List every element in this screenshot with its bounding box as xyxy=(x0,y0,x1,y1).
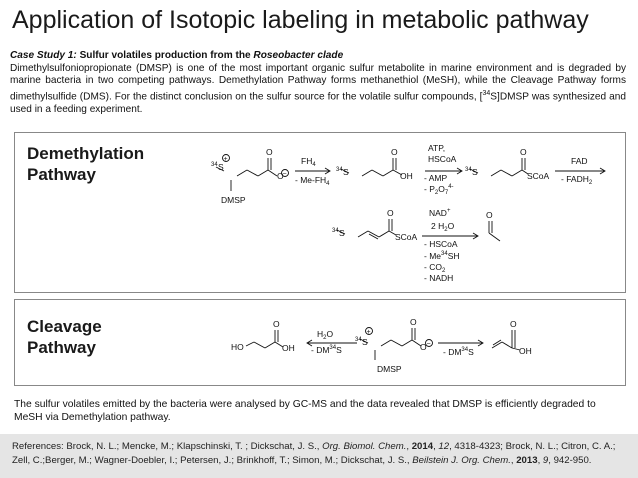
thioester-carbonyl-o: O xyxy=(520,147,527,157)
bond xyxy=(268,170,277,176)
thioester-scoa: SCoA xyxy=(527,171,550,181)
bond xyxy=(372,170,383,176)
ref1-journal: Org. Biomol. Chem. xyxy=(322,441,407,452)
demethylation-scheme xyxy=(15,133,625,292)
step2-loss-pyrophosphate: - $P_2O_7^{4-}$ xyxy=(424,184,454,196)
step4-loss-mesh: - Me$^{34}$SH xyxy=(424,251,460,261)
ref1-authors: References: Brock, N. L.; Mencke, M.; Klapschinski, T. ; Dickschat, J. S., xyxy=(12,441,323,452)
case-study-text xyxy=(10,50,626,116)
dmsp-2-minus: − xyxy=(426,341,431,348)
cleavage-panel xyxy=(14,299,626,386)
case-study-paragraph xyxy=(10,63,626,117)
dmsp-2-carbonyl-o: O xyxy=(410,317,417,327)
dmsp-1-sulfur: S xyxy=(218,162,224,172)
forward-loss-dms: - DM$^{34}$S xyxy=(443,347,474,357)
bond xyxy=(491,170,501,176)
ref1-volume: 12 xyxy=(438,441,450,452)
bond xyxy=(362,170,372,176)
dmsp-1-minus: − xyxy=(282,171,287,178)
step2-reagent-hscoa: HSCoA xyxy=(428,154,457,164)
bond xyxy=(489,233,500,241)
mtpa-carbonyl-o: O xyxy=(391,147,398,157)
ref2-pages: , 942-950. xyxy=(548,455,592,466)
cleavage-scheme xyxy=(15,300,625,385)
slide-title: Application of Isotopic labeling in metabolic pathway xyxy=(12,6,589,34)
reverse-loss-dms: - DM$^{34}$S xyxy=(311,345,342,355)
hpa-acid-oh: OH xyxy=(282,343,295,353)
bond xyxy=(237,170,247,176)
bond xyxy=(391,340,402,346)
bond xyxy=(258,170,268,176)
acetaldehyde-o: O xyxy=(486,210,493,220)
bond xyxy=(383,170,393,176)
bond xyxy=(369,234,378,239)
ref2-journal: Beilstein J. Org. Chem. xyxy=(412,455,511,466)
ref1-pages: , 4318-4323; Brock, N. L.; Citron, C. A.; Zell, C.;Berger, M.; Wagner-Doebler, I.; Petersen, J.; Brinkhoff, T.; Simon, M.; Dickschat, J. S., xyxy=(12,441,616,466)
dmsp-2-label: DMSP xyxy=(377,364,402,374)
bond xyxy=(246,342,254,346)
cleavage-label: Cleavage Pathway xyxy=(27,317,102,357)
paragraph-part-2: S]DMSP was synthesized and used in a feeding experiment. xyxy=(10,91,626,115)
step2-loss-amp: - AMP xyxy=(424,173,448,183)
acrylic-hydroxyl: OH xyxy=(519,346,532,356)
step4-reagent-nad: NAD+ xyxy=(429,208,451,218)
step4-reagent-water: 2 $H_2O$ xyxy=(431,221,455,233)
acrylyl-sulfur: S xyxy=(339,228,345,238)
case-study-heading-text: Sulfur volatiles production from the xyxy=(76,50,254,61)
summary-text: The sulfur volatiles emitted by the bacteria were analysed by GC-MS and the data revealed that DMSP is efficiently degraded to MeSH via Demethylation pathway. xyxy=(14,399,596,423)
references xyxy=(0,434,638,478)
bond xyxy=(493,340,501,345)
demethylation-label: Demethylation Pathway xyxy=(27,144,145,184)
mtpa-hydroxyl: OH xyxy=(400,171,413,181)
bond xyxy=(379,231,389,237)
dmsp-1-oxide-o: O xyxy=(277,171,284,181)
step2-reagent-atp: ATP, xyxy=(428,143,446,153)
acrylyl-isotope: 34 xyxy=(332,228,339,234)
paragraph-part-1: Dimethylsulfoniopropionate (DMSP) is one of the most important organic sulfur metabolite in marine environment and is degraded by marine bacteria in two competing pathways. Demethylation Pathway forms methanethiol (MeSH), while the Cleavage Pathway forms dimethylsulfide (DMS). For the distinct conclusion on the sulfur source for the volatile sulfur compounds, [ xyxy=(10,62,626,103)
bond xyxy=(512,170,522,176)
case-study-heading xyxy=(10,50,626,63)
step1-loss: - $Me-FH_4$ xyxy=(295,175,330,187)
step3-reagent: FAD xyxy=(571,156,588,166)
isotope-superscript: 34 xyxy=(482,89,491,97)
hpa-hydroxyl: HO xyxy=(231,342,244,352)
bond xyxy=(501,170,512,176)
dmsp-2-isotope: 34 xyxy=(355,337,362,343)
step1-reagent: $FH_4$ xyxy=(301,156,316,168)
bond xyxy=(402,340,412,346)
thioester-sulfur: S xyxy=(472,167,478,177)
ref1-year: 2014 xyxy=(411,441,434,452)
step4-loss-nadh: - NADH xyxy=(424,273,454,283)
ref2-sep2: , xyxy=(537,455,543,466)
case-study-label: Case Study 1: xyxy=(10,50,77,61)
ref1-sep2: , xyxy=(433,441,439,452)
step4-loss-hscoa: - HSCoA xyxy=(424,239,458,249)
dmsp-1-plus: + xyxy=(223,156,228,163)
roseobacter-clade: Roseobacter clade xyxy=(253,50,344,61)
dmsp-1-carbonyl-o: O xyxy=(266,147,273,157)
step4-loss-co2: - $CO_2$ xyxy=(424,262,446,274)
mtpa-isotope: 34 xyxy=(336,167,343,173)
acrylyl-scoa: SCoA xyxy=(395,232,418,242)
ref1-sep: , xyxy=(406,441,412,452)
bond xyxy=(381,340,391,346)
bond xyxy=(502,342,512,348)
bond xyxy=(254,342,265,348)
hpa-carbonyl-o: O xyxy=(273,319,280,329)
dmsp-2-plus: + xyxy=(366,329,371,336)
thioester-isotope: 34 xyxy=(465,167,472,173)
dmsp-2-sulfur: S xyxy=(362,337,368,347)
dmsp-2-oxide-o: O xyxy=(420,342,427,352)
bond xyxy=(358,231,368,237)
demethylation-panel xyxy=(14,132,626,293)
dmsp-1-isotope: 34 xyxy=(211,162,218,168)
acrylyl-carbonyl-o: O xyxy=(387,208,394,218)
ref2-volume: 9 xyxy=(542,455,549,466)
reverse-reagent-water: $H_2O$ xyxy=(317,329,334,341)
step3-loss: - $FADH_2$ xyxy=(561,174,593,186)
acrylic-carbonyl-o: O xyxy=(510,319,517,329)
ref2-year: 2013 xyxy=(516,455,538,466)
dmsp-1-label: DMSP xyxy=(221,195,246,205)
bond xyxy=(247,170,258,176)
bond xyxy=(265,342,275,348)
mtpa-sulfur: S xyxy=(343,167,349,177)
ref2-sep: , xyxy=(510,455,517,466)
